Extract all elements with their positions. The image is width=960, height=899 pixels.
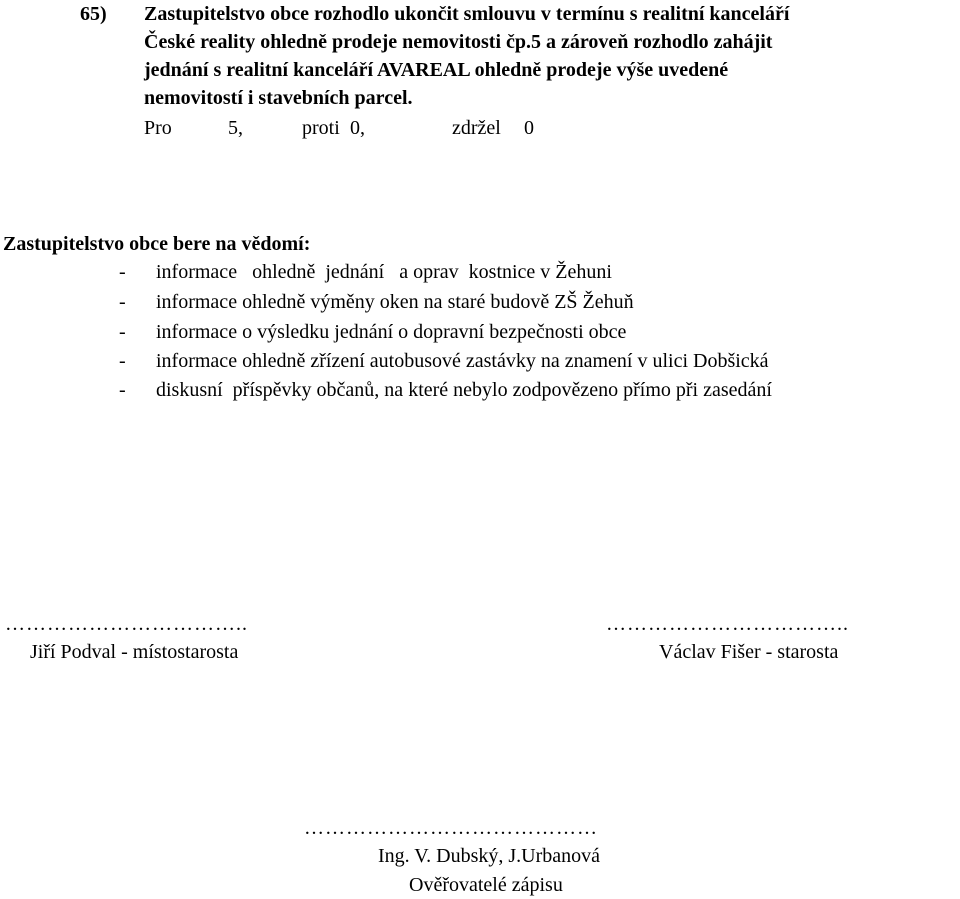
- list-bullet: -: [119, 350, 126, 372]
- list-bullet: -: [119, 291, 126, 313]
- list-item-text: diskusní příspěvky občanů, na které nebylo zodpovězeno přímo při zasedání: [156, 379, 772, 401]
- list-bullet: -: [119, 261, 126, 283]
- list-item: [0, 292, 960, 316]
- verifier-role: Ověřovatelé zápisu: [409, 874, 563, 896]
- resolution-text-line-2: České reality ohledně prodeje nemovitosti čp.5 a zároveň rozhodlo zahájit: [144, 31, 773, 53]
- notice-heading: Zastupitelstvo obce bere na vědomí:: [3, 233, 311, 255]
- vote-proti-count: 0,: [350, 117, 365, 139]
- resolution-number: 65): [80, 3, 107, 25]
- signature-name-right: Václav Fišer - starosta: [659, 641, 839, 663]
- list-item-text: informace ohledně zřízení autobusové zastávky na znamení v ulici Dobšická: [156, 350, 769, 372]
- vote-pro-count: 5,: [228, 117, 243, 139]
- list-item: [0, 262, 960, 286]
- list-item: [0, 322, 960, 346]
- signature-line-right: ……………………………..: [606, 613, 849, 635]
- verifier-names: Ing. V. Dubský, J.Urbanová: [378, 845, 601, 867]
- vote-result: [0, 118, 960, 142]
- vote-zdrzel-count: 0: [524, 117, 534, 139]
- resolution-text-line-3: jednání s realitní kanceláří AVAREAL ohledně prodeje výše uvedené: [144, 59, 729, 81]
- vote-pro-label: Pro: [144, 117, 172, 139]
- signature-line-left: ……………………………..: [5, 613, 248, 635]
- list-bullet: -: [119, 321, 126, 343]
- vote-zdrzel-label: zdržel: [452, 117, 501, 139]
- vote-proti-label: proti: [302, 117, 340, 139]
- list-bullet: -: [119, 379, 126, 401]
- list-item-text: informace ohledně jednání a oprav kostnice v Žehuni: [156, 261, 612, 283]
- resolution-text-line-4: nemovitostí i stavebních parcel.: [144, 87, 413, 109]
- signature-name-left: Jiří Podval - místostarosta: [30, 641, 239, 663]
- list-item-text: informace ohledně výměny oken na staré budově ZŠ Žehuň: [156, 291, 634, 313]
- list-item-text: informace o výsledku jednání o dopravní bezpečnosti obce: [156, 321, 627, 343]
- resolution-text-line-1: Zastupitelstvo obce rozhodlo ukončit smlouvu v termínu s realitní kanceláří: [144, 3, 790, 25]
- signature-line-verifiers: ……………………………………: [304, 817, 598, 839]
- list-item: [0, 380, 960, 404]
- list-item: [0, 351, 960, 375]
